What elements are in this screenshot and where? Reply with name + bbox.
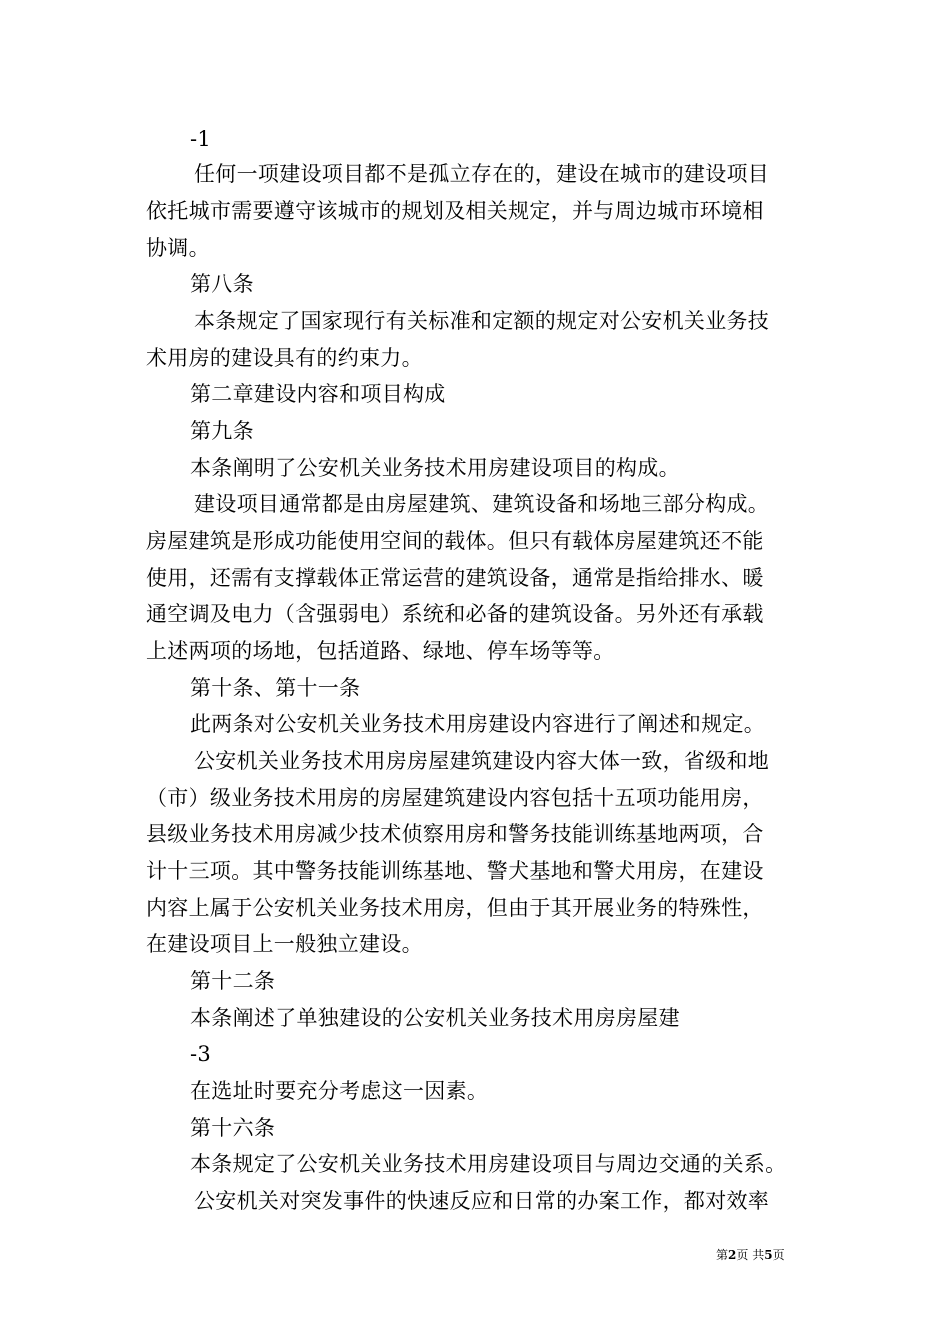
paragraph-line: 通空调及电力（含强弱电）系统和必备的建筑设备。另外还有承载	[146, 602, 764, 626]
paragraph-line: 建设项目通常都是由房屋建筑、建筑设备和场地三部分构成。	[194, 492, 770, 516]
article-heading: 第九条	[190, 419, 254, 443]
chapter-heading: 第二章建设内容和项目构成	[190, 382, 446, 406]
page-marker: -3	[190, 1042, 212, 1066]
paragraph-line: 房屋建筑是形成功能使用空间的载体。但只有载体房屋建筑还不能	[146, 529, 764, 553]
paragraph-line: 本条阐述了单独建设的公安机关业务技术用房房屋建	[190, 1006, 680, 1030]
paragraph-line: 此两条对公安机关业务技术用房建设内容进行了阐述和规定。	[190, 712, 766, 736]
paragraph-line: 任何一项建设项目都不是孤立存在的，建设在城市的建设项目	[194, 162, 770, 186]
paragraph-line: 本条规定了公安机关业务技术用房建设项目与周边交通的关系。	[190, 1152, 787, 1176]
paragraph-line: 使用，还需有支撑载体正常运营的建筑设备，通常是指给排水、暖	[146, 566, 764, 590]
footer-total-pages: 5	[764, 1248, 773, 1262]
footer-current-page: 2	[728, 1248, 737, 1262]
article-heading: 第十二条	[190, 969, 276, 993]
paragraph-line: 上述两项的场地，包括道路、绿地、停车场等等。	[146, 639, 615, 663]
page-marker: -1	[190, 127, 212, 151]
paragraph-line: 内容上属于公安机关业务技术用房，但由于其开展业务的特殊性，	[146, 896, 764, 920]
paragraph-line: （市）级业务技术用房的房屋建筑建设内容包括十五项功能用房，	[146, 786, 764, 810]
paragraph-line: 县级业务技术用房减少技术侦察用房和警务技能训练基地两项，合	[146, 822, 764, 846]
paragraph-line: 在选址时要充分考虑这一因素。	[190, 1079, 489, 1103]
footer-prefix: 第	[716, 1248, 729, 1262]
paragraph-line: 在建设项目上一般独立建设。	[146, 932, 423, 956]
paragraph-line: 协调。	[146, 236, 210, 260]
paragraph-line: 本条规定了国家现行有关标准和定额的规定对公安机关业务技	[194, 309, 770, 333]
footer-middle: 页 共	[736, 1248, 765, 1262]
paragraph-line: 公安机关业务技术用房房屋建筑建设内容大体一致，省级和地	[194, 749, 770, 773]
paragraph-line: 本条阐明了公安机关业务技术用房建设项目的构成。	[190, 456, 680, 480]
page-footer	[716, 1247, 785, 1263]
paragraph-line: 计十三项。其中警务技能训练基地、警犬基地和警犬用房，在建设	[146, 859, 764, 883]
article-heading: 第十条、第十一条	[190, 676, 361, 700]
paragraph-line: 术用房的建设具有的约束力。	[146, 346, 423, 370]
footer-suffix: 页	[772, 1248, 785, 1262]
paragraph-line: 公安机关对突发事件的快速反应和日常的办案工作，都对效率	[194, 1189, 770, 1213]
article-heading: 第十六条	[190, 1116, 276, 1140]
article-heading: 第八条	[190, 272, 254, 296]
paragraph-line: 依托城市需要遵守该城市的规划及相关规定，并与周边城市环境相	[146, 199, 764, 223]
